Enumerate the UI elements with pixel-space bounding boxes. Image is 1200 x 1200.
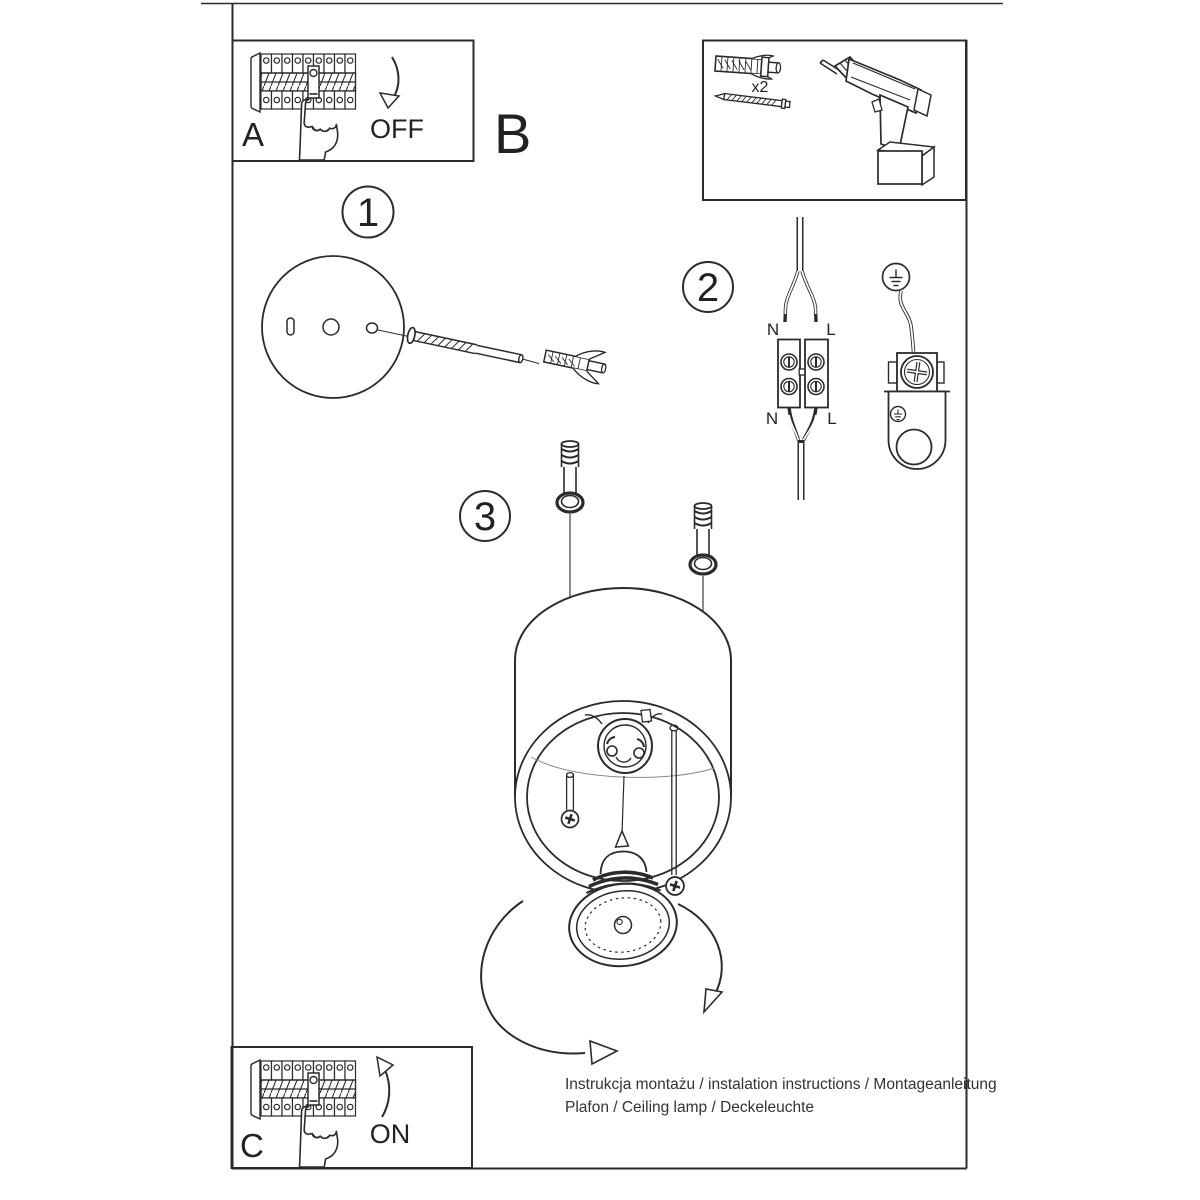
fixing-screw-left (557, 441, 583, 512)
mounting-plate (262, 256, 404, 398)
off-label: OFF (370, 114, 424, 144)
live-label-top: L (826, 320, 836, 339)
step-1-number: 1 (356, 191, 380, 235)
lamp-cable-bottom (789, 408, 816, 501)
gu10-bulb (564, 852, 681, 973)
step-1 (262, 187, 609, 399)
step1-wall-anchor (542, 340, 609, 385)
step-2 (683, 217, 950, 500)
step-3-number: 3 (473, 495, 497, 539)
footer (565, 1076, 997, 1116)
arrow-up-icon (377, 1057, 393, 1117)
section-b-label: B (494, 102, 532, 165)
gu10-socket (585, 710, 662, 774)
fixing-screw-right (690, 503, 716, 574)
power-off-box (233, 41, 474, 162)
internal-screw-left (562, 773, 579, 828)
box-a-label: A (242, 116, 265, 153)
footer-line1: Instrukcja montażu / instalation instructions / Montageanleitung (565, 1076, 997, 1093)
ground-terminal (884, 353, 950, 469)
live-label-bottom: L (827, 409, 837, 428)
neutral-label-bottom: N (765, 409, 779, 428)
step-3 (460, 441, 731, 1064)
footer-line2: Plafon / Ceiling lamp / Deckeleuchte (565, 1099, 814, 1116)
terminal-block (778, 340, 828, 408)
step-2-number: 2 (696, 266, 720, 310)
wall-anchor-icon (715, 52, 782, 80)
supply-cable-top (785, 217, 816, 322)
arrow-down-icon (380, 57, 399, 108)
insert-arrow-icon (616, 831, 629, 847)
ground-symbol-icon (883, 264, 910, 291)
tools-box (703, 41, 966, 201)
drill-icon (820, 57, 934, 185)
internal-screw-right (666, 725, 684, 895)
power-on-box (232, 1047, 473, 1168)
ceiling-lamp-body (515, 588, 731, 895)
on-label: ON (369, 1119, 411, 1149)
mounting-screw (406, 327, 541, 371)
anchor-count-label: x2 (751, 79, 769, 96)
neutral-label-top: N (766, 320, 780, 339)
ground-wire (900, 291, 913, 352)
box-c-label: C (240, 1127, 264, 1164)
